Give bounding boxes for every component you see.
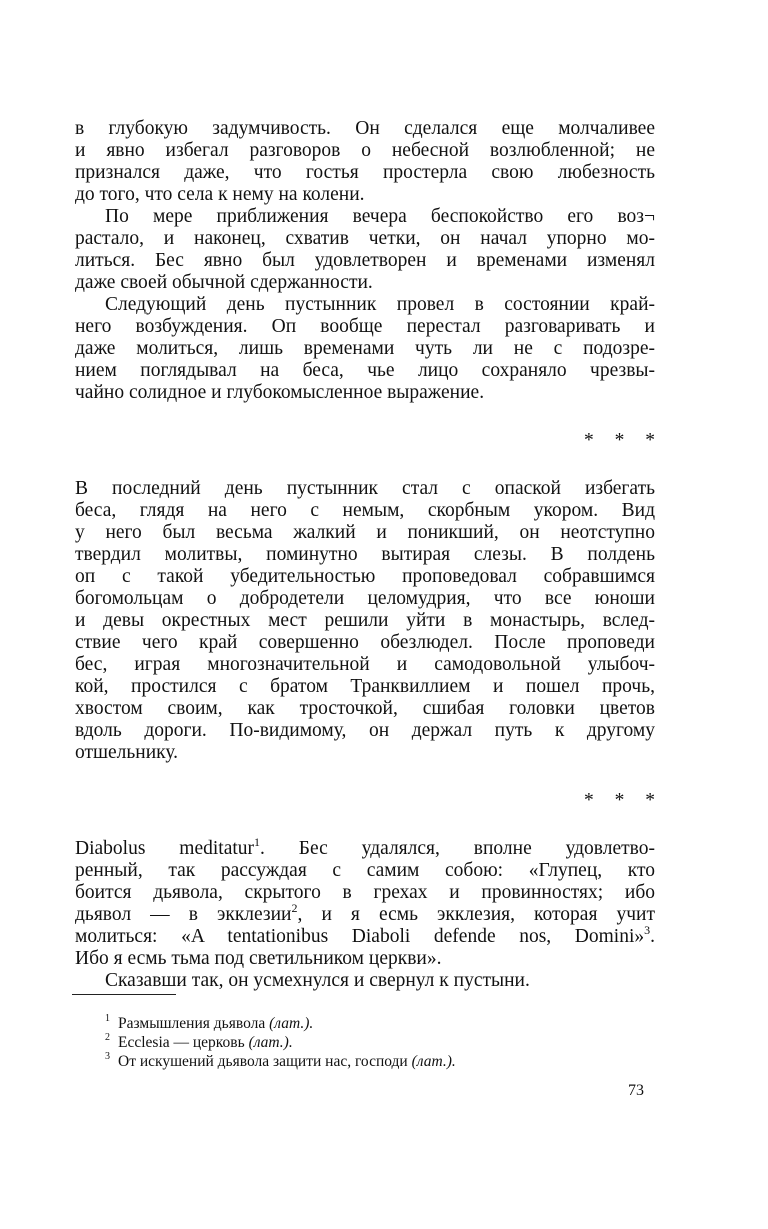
text-line: отшельнику. [75, 742, 179, 763]
text-line: Ибо я есмь тьма под светильником церкви». [75, 948, 442, 969]
footnote-note: (лат.). [269, 1015, 314, 1032]
text-fragment: , и я есмь экклезия, которая учит [297, 904, 655, 925]
footnote-text: Размышления дьявола [118, 1015, 266, 1032]
text-line: даже молиться, лишь временами чуть ли не с подозре- [75, 338, 655, 359]
text-line: нием поглядывал на беса, чье лицо сохраняло чрезвы- [75, 360, 655, 381]
text-line: него возбуждения. Оп вообще перестал разговаривать и [75, 316, 655, 337]
paragraph [75, 478, 655, 764]
footnote-number: 1 [105, 1013, 110, 1024]
footnote-rule [72, 994, 176, 995]
footnote-ref: 1 [254, 835, 261, 849]
footnote-ref: 3 [644, 923, 651, 937]
latin-text: Diabolus meditatur [75, 838, 255, 859]
footnote-note: (лат.). [411, 1053, 456, 1070]
text-line: богомольцам о добродетели целомудрия, что все юноши [75, 588, 655, 609]
paragraph [75, 206, 655, 294]
footnote-number: 3 [105, 1051, 110, 1062]
text-line: ренный, так рассуждая с самим собою: «Глупец, кто [75, 860, 655, 881]
text-line: По мере приближения вечера беспокойство его воз¬ [105, 206, 655, 227]
paragraph [75, 118, 655, 206]
footnote-text: Ecclesia — церковь [118, 1034, 245, 1051]
text-fragment: молиться: «A tentationibus Diaboli defende nos, Domini» [75, 926, 645, 947]
text-line: боится дьявола, скрытого в грехах и провинностях; ибо [75, 882, 655, 903]
text-line: хвостом своим, как тросточкой, сшибая головки цветов [75, 698, 655, 719]
text-line: вдоль дороги. По-видимому, он держал путь к другому [75, 720, 655, 741]
text-line: и девы окрестных мест решили уйти в монастырь, вслед- [75, 610, 655, 631]
text-line: Сказавши так, он усмехнулся и свернул к пустыни. [105, 970, 530, 991]
footnote-number: 2 [105, 1032, 110, 1043]
text-line: бес, играя многозначительной и самодовольной улыбоч- [75, 654, 655, 675]
footnotes [105, 1009, 625, 1070]
paragraph [75, 294, 655, 404]
text-line: кой, простился с братом Транквиллием и пошел прочь, [75, 676, 655, 697]
text-line: до того, что села к нему на колени. [75, 184, 365, 205]
section-separator: * * * [584, 430, 663, 451]
text-line: даже своей обычной сдержанности. [75, 272, 373, 293]
text-line: беса, глядя на него с немым, скорбным укором. Вид [75, 500, 655, 521]
text-fragment: дьявол — в экклезии [75, 904, 292, 925]
text-line: и явно избегал разговоров о небесной возлюбленной; не [75, 140, 655, 161]
page-body [75, 118, 663, 992]
footnote [105, 1009, 625, 1032]
text-line: Следующий день пустынник провел в состоянии край- [105, 294, 655, 315]
section-separator: * * * [584, 790, 663, 811]
text-line: в глубокую задумчивость. Он сделался еще молчаливее [75, 118, 655, 139]
text-line: твердил молитвы, поминутно вытирая слезы. В полдень [75, 544, 655, 565]
footnote [105, 1028, 625, 1051]
text-line [75, 923, 655, 948]
text-line: растало, и наконец, схватив четки, он начал упорно мо- [75, 228, 655, 249]
footnote-note: (лат.). [248, 1034, 293, 1051]
text-line: чайно солидное и глубокомысленное выражение. [75, 382, 485, 403]
text-fragment: . Бес удалялся, вполне удовлетво- [260, 838, 655, 859]
footnote-text: От искушений дьявола защити нас, господи [118, 1053, 408, 1070]
text-fragment: . [650, 926, 655, 947]
text-line: литься. Бес явно был удовлетворен и временами изменял [75, 250, 655, 271]
footnote-ref: 2 [291, 901, 298, 915]
text-line: признался даже, что гостья простерла свою любезность [75, 162, 655, 183]
text-line: у него был весьма жалкий и поникший, он неотступно [75, 522, 655, 543]
paragraph [75, 835, 655, 992]
page-number: 73 [628, 1082, 644, 1099]
text-line: В последний день пустынник стал с опаской избегать [75, 478, 655, 499]
footnote [105, 1047, 625, 1070]
text-line [75, 835, 655, 860]
text-line: ствие чего край совершенно обезлюдел. После проповеди [75, 632, 655, 653]
text-line: оп с такой убедительностью проповедовал собравшимся [75, 566, 655, 587]
text-line [75, 901, 655, 926]
